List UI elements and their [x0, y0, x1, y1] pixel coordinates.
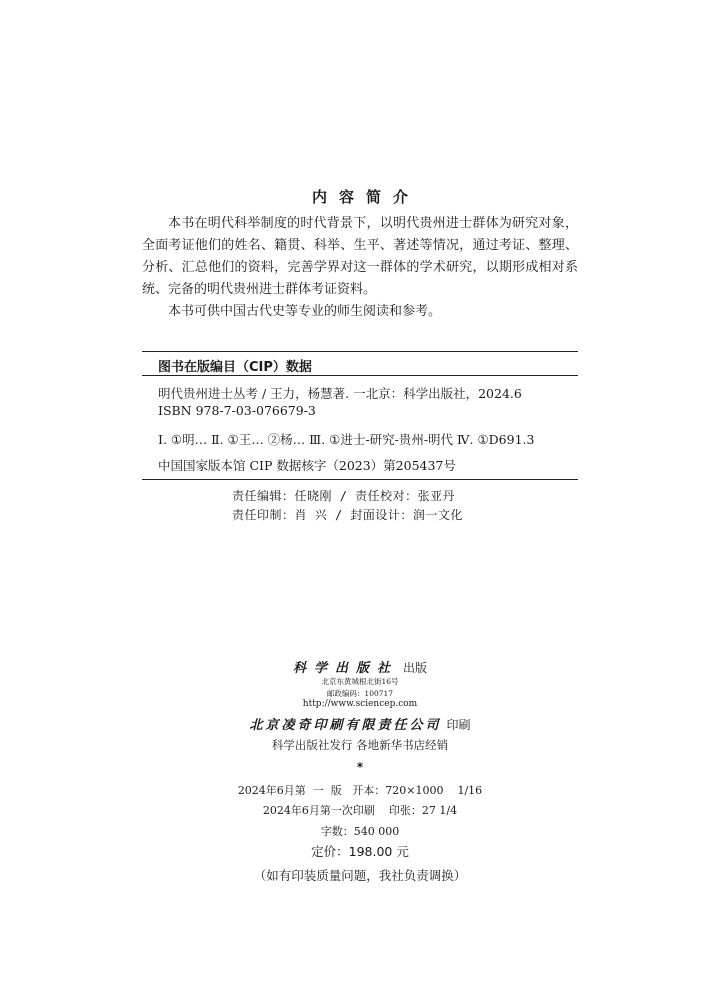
- printer-suffix: 印刷: [446, 718, 471, 732]
- cip-book-line: 明代贵州进士丛考 / 王力，杨慧著. 一北京：科学出版社，2024.6: [158, 386, 522, 401]
- summary-paragraph-1: 本书在明代科举制度的时代背景下，以明代贵州进士群体为研究对象，全面考证他们的姓名、籍贯、科举、生平、著述等情况，通过考证、整理、分析、汇总他们的资料，完善学界对这一群体的学术研究，以期形成相对系统、完备的明代贵州进士群体考证资料。: [142, 216, 578, 297]
- cip-classification: Ⅰ. ①明… Ⅱ. ①王… ②杨… Ⅲ. ①进士-研究-贵州-明代 Ⅳ. ①D691.3: [158, 432, 535, 447]
- price: 定价：198.00 元: [311, 844, 409, 859]
- word-count: 字数：540 000: [320, 825, 400, 838]
- cip-number: 中国国家版本馆 CIP 数据核字（2023）第205437号: [158, 458, 456, 473]
- cip-top-rule: [142, 351, 578, 352]
- distribution-line: 科学出版社发行 各地新华书店经销: [271, 738, 449, 752]
- summary-title: 内容简介: [311, 188, 420, 206]
- credits-editors: 责任编辑：任晓刚 / 责任校对：张亚丹: [232, 489, 456, 503]
- publisher-logo: 科学出版社: [292, 661, 398, 676]
- cip-heading-rule: [142, 375, 578, 376]
- publisher-line: [0, 657, 720, 676]
- printing-line: 2024年6月第一次印刷 印张：27 1/4: [262, 804, 458, 817]
- publisher-suffix: 出版: [403, 661, 428, 675]
- cip-isbn: ISBN 978-7-03-076679-3: [158, 403, 316, 418]
- edition-line: 2024年6月第 一 版 开本：720×1000 1/16: [237, 784, 483, 797]
- summary-paragraph-2: 本书可供中国古代史等专业的师生阅读和参考。: [168, 304, 442, 319]
- quality-notice: （如有印装质量问题，我社负责调换）: [253, 868, 467, 883]
- publisher-url: http://www.sciencep.com: [302, 699, 418, 709]
- printer-line: [0, 714, 720, 733]
- separator-star: *: [356, 760, 364, 774]
- publisher-address: 北京东黄城根北街16号: [321, 677, 399, 686]
- credits-production: 责任印制：肖 兴 / 封面设计：润一文化: [232, 508, 463, 522]
- cip-bottom-rule: [142, 479, 578, 480]
- cip-heading: 图书在版编目（CIP）数据: [158, 360, 312, 375]
- printer-logo: 北京凌奇印刷有限责任公司: [249, 718, 442, 733]
- publisher-postcode: 邮政编码：100717: [326, 689, 394, 698]
